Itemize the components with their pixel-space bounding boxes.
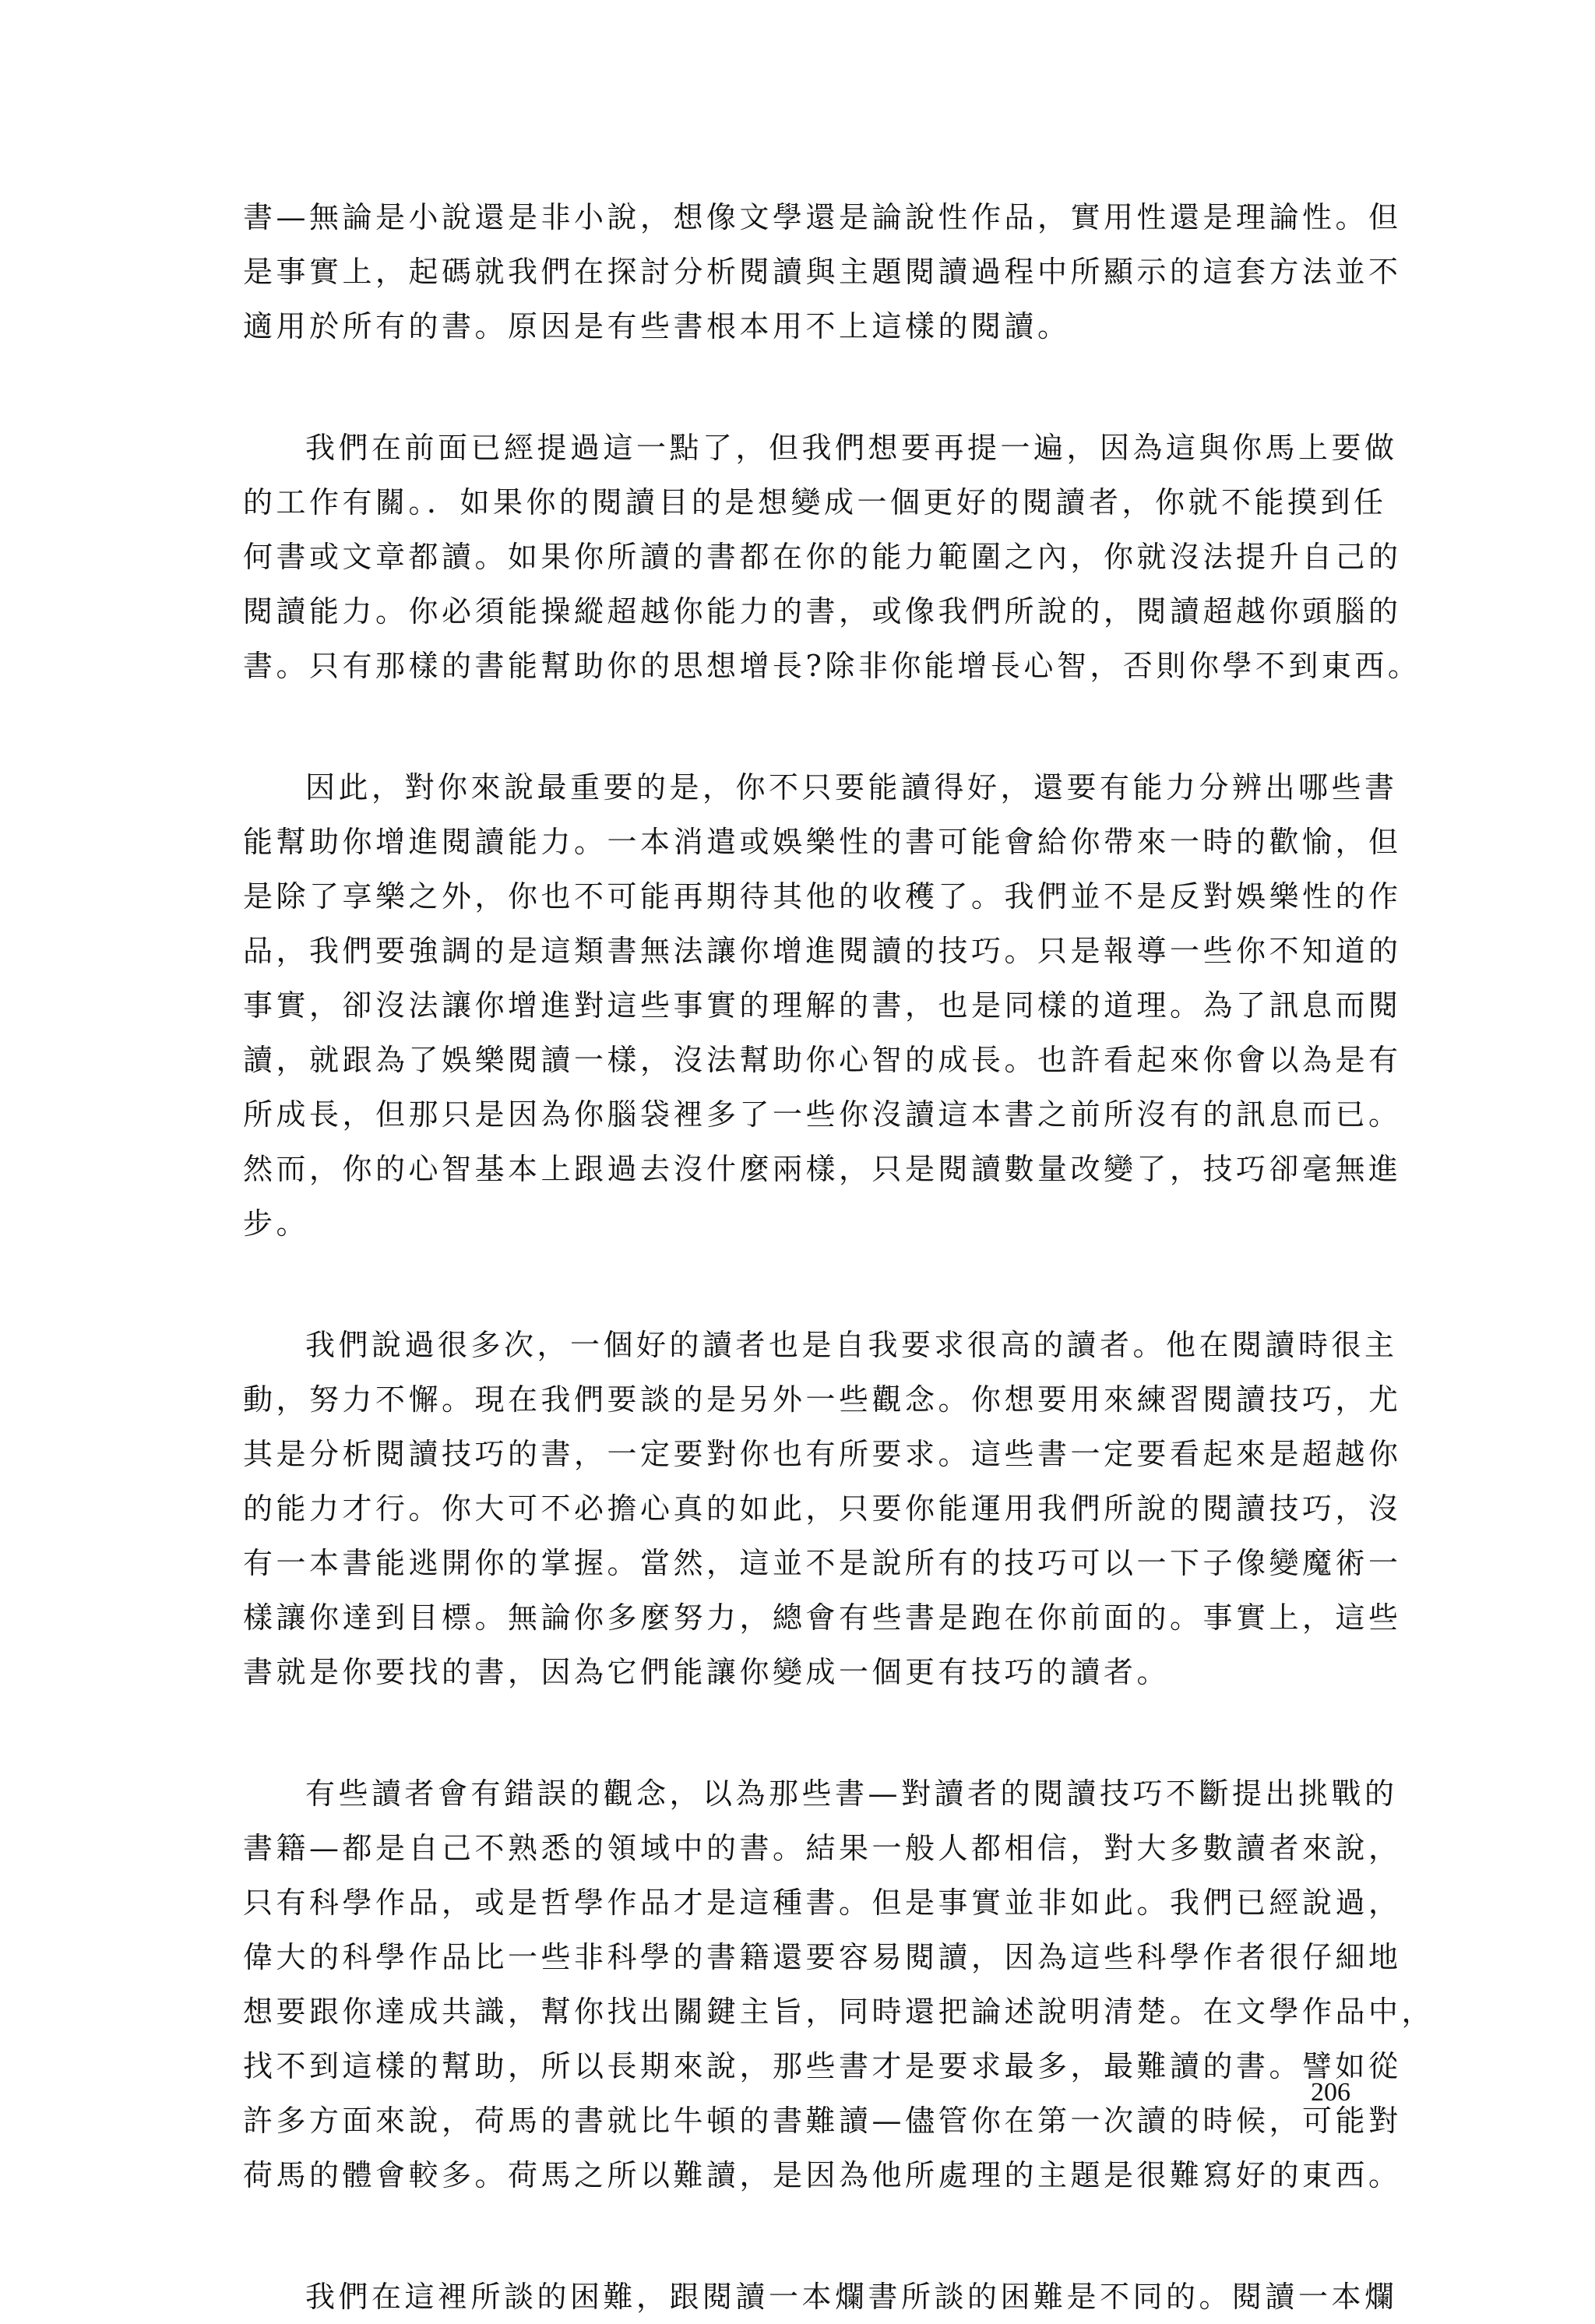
text-line: 荷馬的體會較多。荷馬之所以難讀，是因為他所處理的主題是很難寫好的東西。 [243, 2158, 1402, 2192]
text-line: 然而，你的心智基本上跟過去沒什麼兩樣，只是閱讀數量改變了，技巧卻毫無進 [243, 1152, 1402, 1186]
text-line: 偉大的科學作品比一些非科學的書籍還要容易閱讀，因為這些科學作者很仔細地 [243, 1940, 1402, 1974]
text-line: 步。 [243, 1206, 310, 1241]
text-line: 找不到這樣的幫助，所以長期來說，那些書才是要求最多，最難讀的書。譬如從 [243, 2049, 1402, 2083]
text-line: 品，我們要強調的是這類書無法讓你增進閱讀的技巧。只是報導一些你不知道的 [243, 934, 1402, 968]
text-line: 因此，對你來說最重要的是，你不只要能讀得好，還要有能力分辨出哪些書 [305, 770, 1398, 805]
text-line: 是事實上，起碼就我們在探討分析閱讀與主題閱讀過程中所顯示的這套方法並不 [243, 255, 1402, 289]
text-line: 只有科學作品，或是哲學作品才是這種書。但是事實並非如此。我們已經說過， [243, 1886, 1402, 1920]
page-number: 206 [1311, 2078, 1350, 2107]
body-text [243, 190, 1435, 2324]
paragraph-1 [243, 190, 1402, 354]
text-line: 想要跟你達成共識，幫你找出關鍵主旨，同時還把論述說明清楚。在文學作品中， [243, 1995, 1435, 2029]
paragraph-3 [243, 760, 1402, 1251]
text-line: 書就是你要找的書，因為它們能讓你變成一個更有技巧的讀者。 [243, 1655, 1171, 1689]
text-line: 的工作有關。．如果你的閱讀目的是想變成一個更好的閱讀者，你就不能摸到任 [243, 485, 1387, 519]
paragraph-6 [243, 2269, 1398, 2324]
paragraph-2 [243, 421, 1421, 693]
text-line: 是除了享樂之外，你也不可能再期待其他的收穫了。我們並不是反對娛樂性的作 [243, 879, 1402, 914]
text-line: 事實，卻沒法讓你增進對這些事實的理解的書，也是同樣的道理。為了訊息而閱 [243, 988, 1402, 1023]
text-line: 適用於所有的書。原因是有些書根本用不上這樣的閱讀。 [243, 309, 1071, 343]
text-line: 我們在前面已經提過這一點了，但我們想要再提一遍，因為這與你馬上要做 [305, 431, 1398, 465]
text-line: 其是分析閱讀技巧的書，一定要對你也有所要求。這些書一定要看起來是超越你 [243, 1437, 1402, 1471]
text-line: 書。只有那樣的書能幫助你的思想增長?除非你能增長心智，否則你學不到東西。 [243, 649, 1421, 683]
text-line: 讀，就跟為了娛樂閱讀一樣，沒法幫助你心智的成長。也許看起來你會以為是有 [243, 1043, 1402, 1077]
text-line: 有一本書能逃開你的掌握。當然，這並不是說所有的技巧可以一下子像變魔術一 [243, 1546, 1402, 1580]
text-line: 的能力才行。你大可不必擔心真的如此，只要你能運用我們所說的閱讀技巧，沒 [243, 1491, 1402, 1526]
text-line: 動，努力不懈。現在我們要談的是另外一些觀念。你想要用來練習閱讀技巧，尤 [243, 1382, 1402, 1417]
text-line: 所成長，但那只是因為你腦袋裡多了一些你沒讀這本書之前所沒有的訊息而已。 [243, 1097, 1402, 1132]
text-line: 許多方面來說，荷馬的書就比牛頓的書難讀—儘管你在第一次讀的時候，可能對 [243, 2104, 1402, 2138]
text-line: 有些讀者會有錯誤的觀念，以為那些書—對讀者的閱讀技巧不斷提出挑戰的 [305, 1776, 1398, 1811]
text-line: 書—無論是小說還是非小說，想像文學還是論說性作品，實用性還是理論性。但 [243, 200, 1402, 234]
text-line: 書籍—都是自己不熟悉的領域中的書。結果一般人都相信，對大多數讀者來說， [243, 1831, 1402, 1865]
text-line: 我們在這裡所談的困難，跟閱讀一本爛書所談的困難是不同的。閱讀一本爛 [305, 2280, 1398, 2314]
text-line: 樣讓你達到目標。無論你多麼努力，總會有些書是跑在你前面的。事實上，這些 [243, 1600, 1402, 1635]
text-line: 我們說過很多次，一個好的讀者也是自我要求很高的讀者。他在閱讀時很主 [305, 1328, 1398, 1362]
paragraph-5 [243, 1766, 1435, 2203]
paragraph-4 [243, 1318, 1402, 1699]
text-line: 何書或文章都讀。如果你所讀的書都在你的能力範圍之內，你就沒法提升自己的 [243, 540, 1402, 574]
text-line: 閱讀能力。你必須能操縱超越你能力的書，或像我們所說的，閱讀超越你頭腦的 [243, 594, 1402, 629]
text-line: 能幫助你增進閱讀能力。一本消遣或娛樂性的書可能會給你帶來一時的歡愉，但 [243, 825, 1402, 859]
